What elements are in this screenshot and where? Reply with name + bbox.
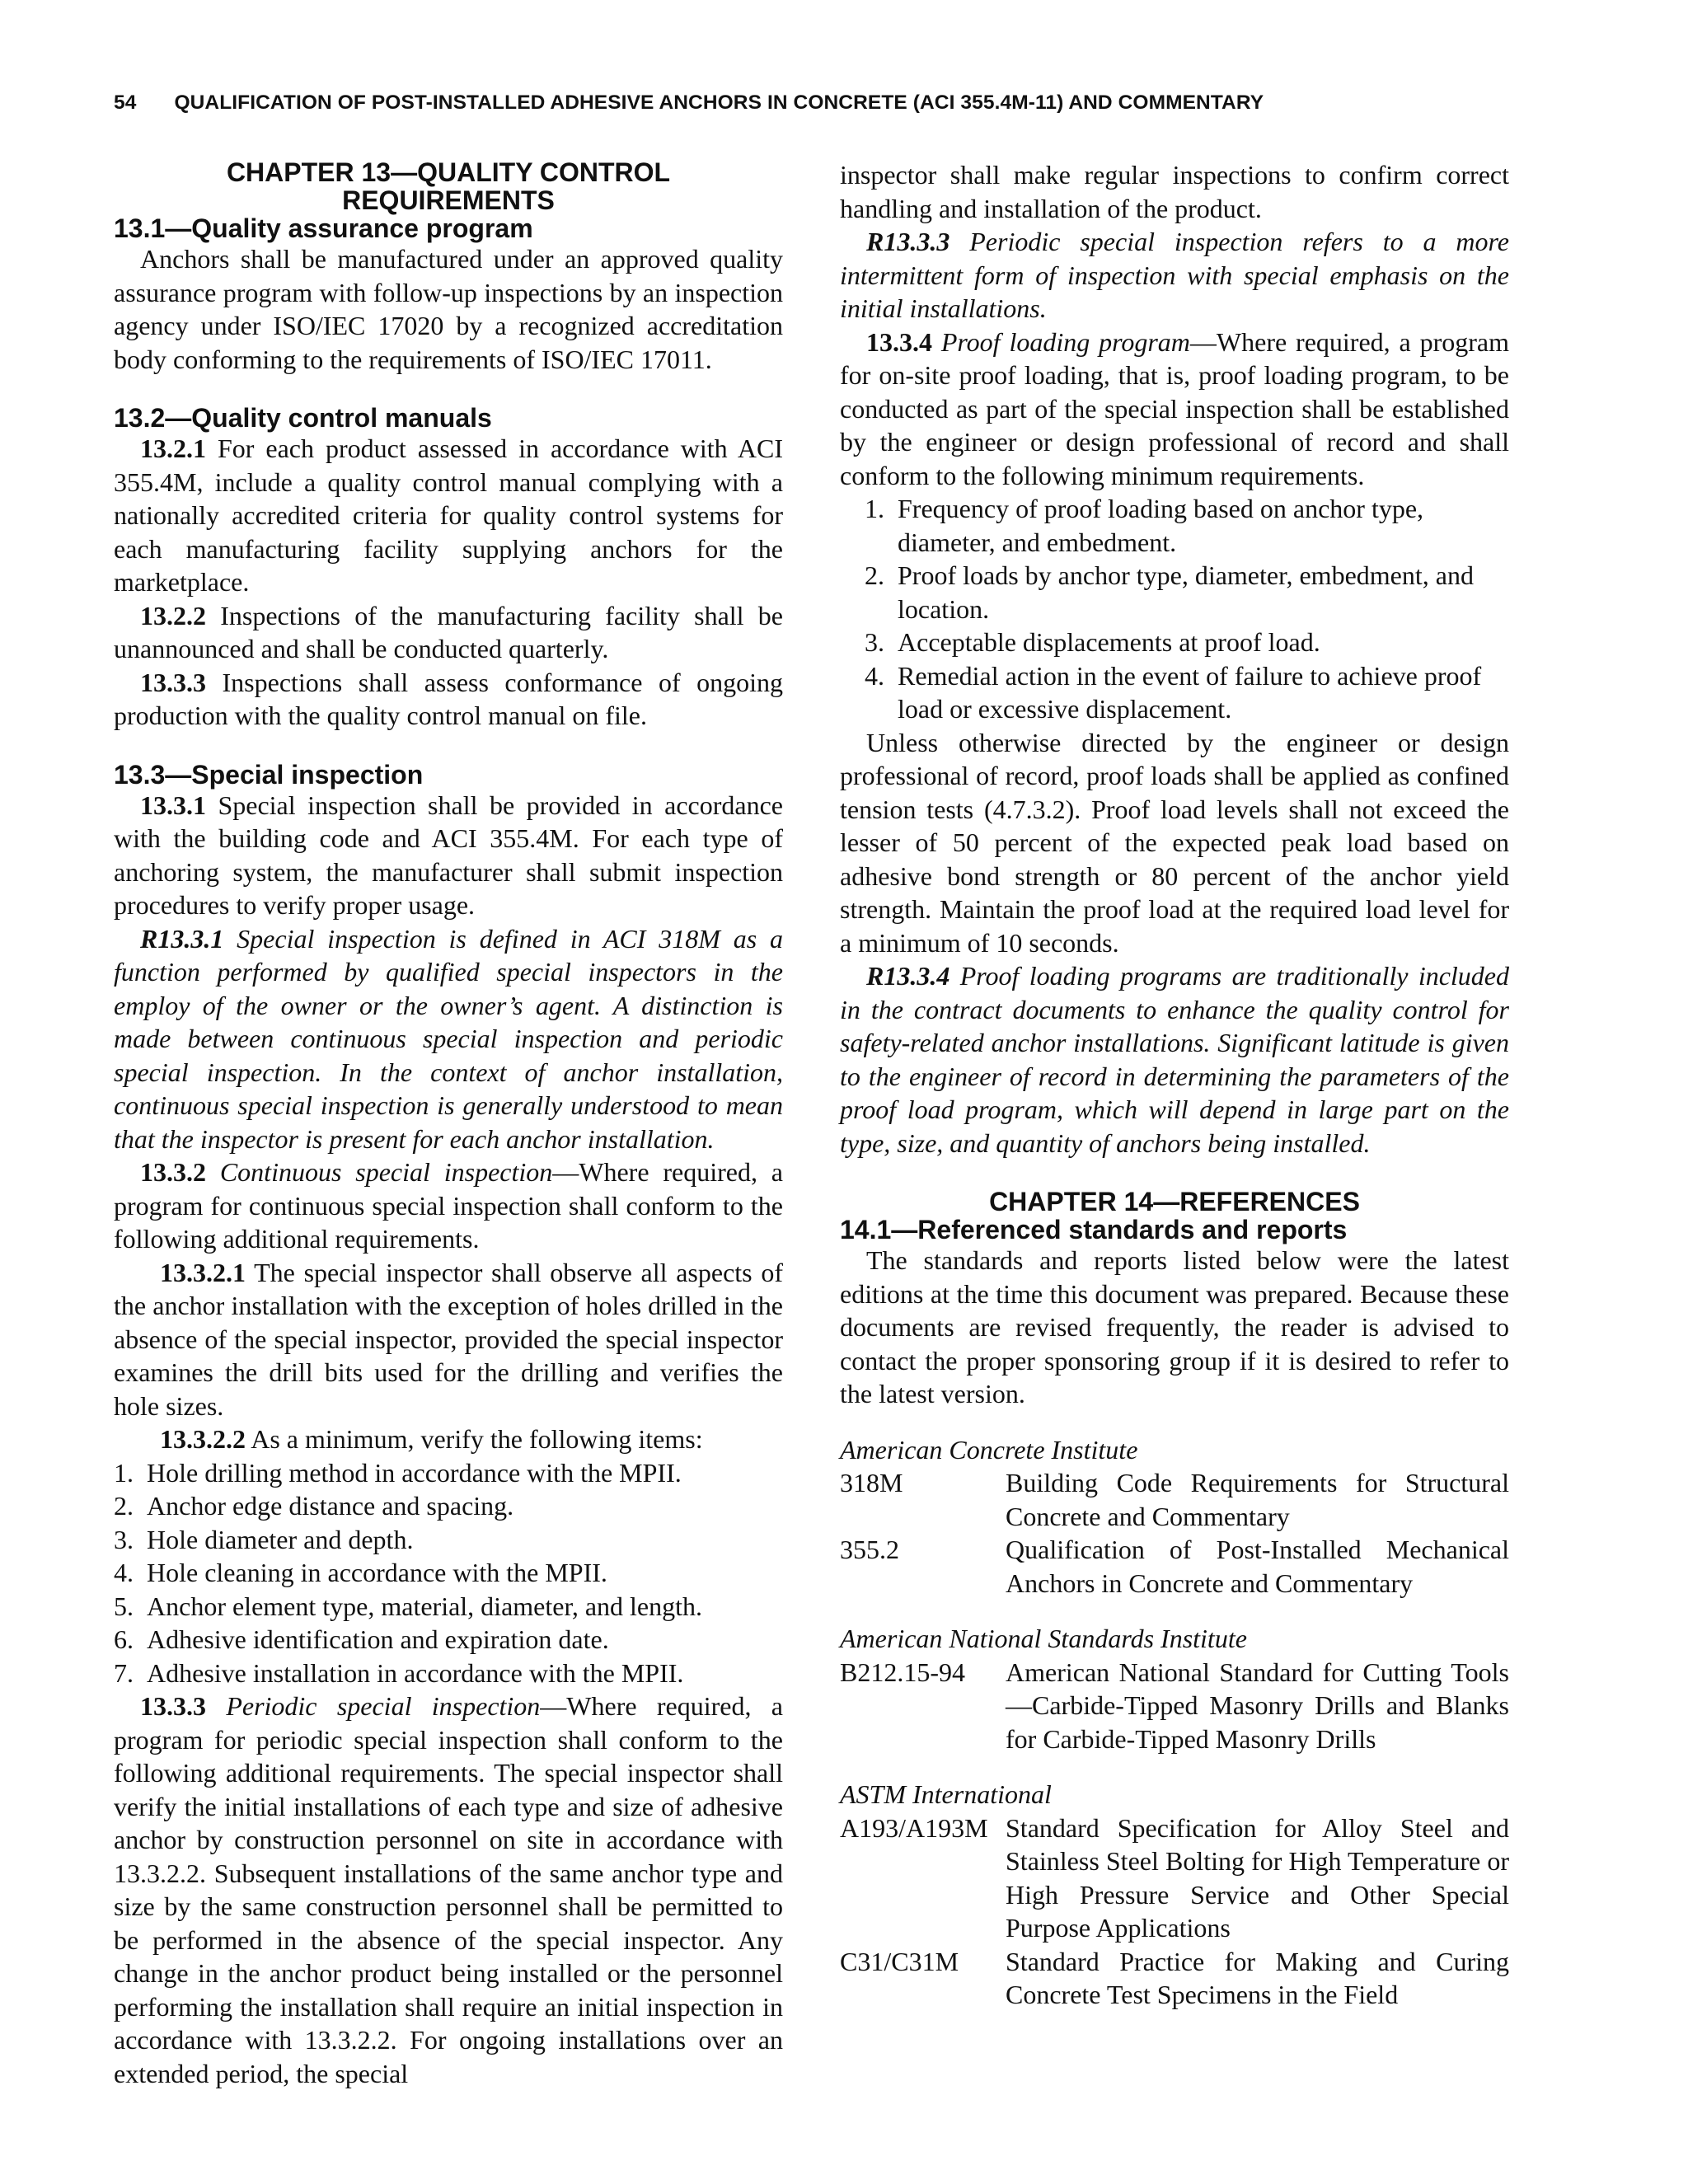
section-13-3-heading: 13.3—Special inspection — [114, 759, 424, 790]
commentary-r13-3-4: R13.3.4 Proof loading programs are traditionally included in the contract documents to enhance the quality control for safety-related anchor installations. Significant latitude is given to the engineer of record in determining the parameters of the proof load program, which will depend in large part on the type, size, and quantity of anchors being installed. — [840, 961, 1509, 1158]
reference-entry: 318M Building Code Requirements for Structural Concrete and Commentary — [840, 1468, 1509, 1531]
list-item: 7. Adhesive installation in accordance with the MPII. — [114, 1657, 684, 1688]
section-14-1-text: The standards and reports listed below were the latest editions at the time this document was prepared. Because these documents are revised frequently, the reader is advised to contact the proper sponsoring group if it is desired to refer to the latest version. — [840, 1245, 1509, 1408]
reference-entry: A193/A193M Standard Specification for Alloy Steel and Stainless Steel Bolting for High Temperature or High Pressure Service and Other Special Purpose Applications — [840, 1812, 1509, 1943]
proof-load-paragraph: Unless otherwise directed by the engineer or design professional of record, proof loads shall be applied as confined tension tests (4.7.3.2). Proof load levels shall not exceed the lesser of 50 percent of the expected peak load based on adhesive bond strength or 80 percent of the anchor yield strength. Maintain the proof load at the required load level for a minimum of 10 seconds. — [840, 727, 1509, 958]
clause-13-3-1: 13.3.1 Special inspection shall be provided in accordance with the building code and ACI 355.4M. For each type of anchoring system, the manufacturer shall submit inspection procedures to verify proper usage. — [114, 790, 783, 920]
list-item: 6. Adhesive identification and expiration date. — [114, 1624, 609, 1654]
org-astm: ASTM International — [840, 1779, 1052, 1809]
clause-13-2-2: 13.2.2 Inspections of the manufacturing facility shall be unannounced and shall be conducted quarterly. — [114, 600, 783, 663]
list-item: 2. Anchor edge distance and spacing. — [114, 1491, 514, 1521]
list-item: 5. Anchor element type, material, diameter, and length. — [114, 1591, 703, 1621]
list-item: 3. Acceptable displacements at proof load. — [865, 627, 1320, 657]
running-title: QUALIFICATION OF POST-INSTALLED ADHESIVE ANCHORS IN CONCRETE (ACI 355.4M-11) AND COMMENTARY — [174, 91, 1264, 114]
right-column — [840, 158, 1509, 2012]
clause-13-3-2-2: 13.3.2.2 As a minimum, verify the following items: — [160, 1424, 703, 1454]
running-header — [114, 91, 1577, 115]
reference-entry: 355.2 Qualification of Post-Installed Mechanical Anchors in Concrete and Commentary — [840, 1535, 1509, 1598]
left-column — [114, 158, 783, 2090]
clause-13-3-2-1: 13.3.2.1 The special inspector shall observe all aspects of the anchor installation with the exception of holes drilled in the absence of the special inspector, provided the special inspector examines the drill bits used for the drilling and verifies the hole sizes. — [114, 1257, 783, 1421]
list-item: 4. Hole cleaning in accordance with the MPII. — [114, 1558, 607, 1587]
clause-13-3-2: 13.3.2 Continuous special inspection—Where required, a program for continuous special inspection shall conform to the following additional requirements. — [114, 1157, 784, 1254]
list-item: 4. Remedial action in the event of failure to achieve proof load or excessive displacement. — [865, 660, 1482, 724]
page-number: 54 — [114, 91, 137, 114]
commentary-r13-3-1: R13.3.1 Special inspection is defined in ACI 318M as a function performed by qualified special inspectors in the employ of the owner or the owner’s agent. A distinction is made between continuous special inspection and periodic special inspection. In the context of anchor installation, continuous special inspection is generally understood to mean that the inspector is present for each anchor installation. — [114, 923, 783, 1154]
section-13-1-text: Anchors shall be manufactured under an approved quality assurance program with follow-up inspections by an inspection agency under ISO/IEC 17020 by a recognized accreditation body conforming to the requirements of ISO/IEC 17011. — [114, 244, 783, 374]
section-13-1-heading: 13.1—Quality assurance program — [114, 213, 533, 243]
list-item: 1. Hole drilling method in accordance with the MPII. — [114, 1457, 682, 1488]
commentary-r13-3-3: R13.3.3 Periodic special inspection refers to a more intermittent form of inspection with special emphasis on the initial installations. — [840, 227, 1509, 323]
verification-items-list — [114, 1456, 783, 1690]
chapter-14-title: CHAPTER 14—REFERENCES — [989, 1187, 1360, 1216]
clause-13-3-4: 13.3.4 Proof loading program—Where required, a program for on-site proof loading, that is, proof loading program, to be conducted as part of the special inspection shall be established by the engineer or design professional of record and shall conform to the following minimum requirements. — [840, 326, 1510, 490]
reference-entry: C31/C31M Standard Practice for Making and Curing Concrete Test Specimens in the Field — [840, 1946, 1509, 2009]
section-13-2-heading: 13.2—Quality control manuals — [114, 403, 492, 433]
reference-entry: B212.15-94 American National Standard for Cutting Tools—Carbide-Tipped Masonry Drills and Blanks for Carbide-Tipped Masonry Drills — [840, 1657, 1509, 1754]
proof-loading-requirements-list — [840, 492, 1509, 726]
clause-13-3-3-continued: inspector shall make regular inspections to confirm correct handling and installation of the product. — [840, 160, 1509, 223]
chapter-13-title: CHAPTER 13—QUALITY CONTROL REQUIREMENTS — [226, 157, 671, 215]
list-item: 1. Frequency of proof loading based on anchor type, diameter, and embedment. — [865, 494, 1424, 557]
org-ansi: American National Standards Institute — [840, 1624, 1247, 1653]
section-14-1-heading: 14.1—Referenced standards and reports — [840, 1215, 1348, 1244]
list-item: 2. Proof loads by anchor type, diameter, embedment, and location. — [865, 560, 1474, 624]
clause-13-3-3-a: 13.3.3 Inspections shall assess conformance of ongoing production with the quality control manual on file. — [114, 667, 783, 730]
org-aci: American Concrete Institute — [840, 1434, 1138, 1465]
clause-13-2-1: 13.2.1 For each product assessed in accordance with ACI 355.4M, include a quality control manual complying with a nationally accredited criteria for quality control systems for each manufacturing facility supplying anchors for the marketplace. — [114, 434, 783, 597]
clause-13-3-3: 13.3.3 Periodic special inspection—Where required, a program for periodic special inspection shall conform to the following additional requirements. The special inspector shall verify the initial installations of each type and size of adhesive anchor by construction personnel on site in accordance with 13.3.2.2. Subsequent installations of the same anchor type and size by the same construction personnel shall be permitted to be performed in the absence of the special inspector. Any change in the anchor product being installed or the personnel performing the installation shall require an initial inspection in accordance with 13.3.2.2. For ongoing installations over an extended period, the special — [114, 1691, 783, 2088]
list-item: 3. Hole diameter and depth. — [114, 1524, 414, 1554]
